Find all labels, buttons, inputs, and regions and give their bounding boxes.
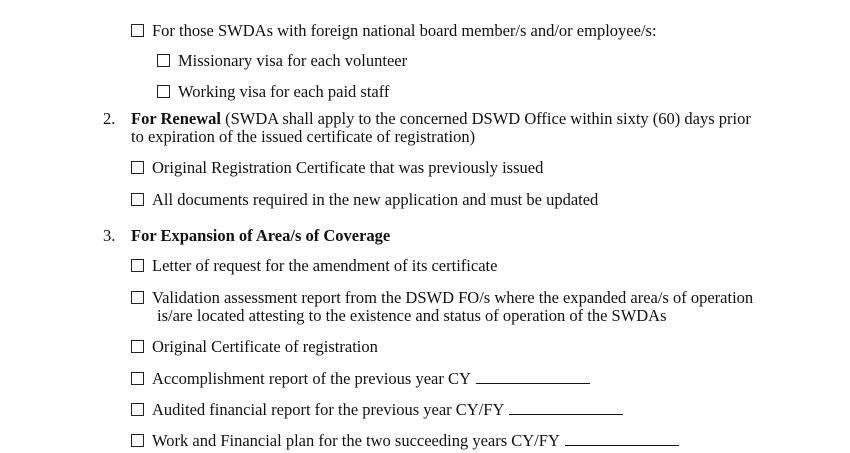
item-label: Missionary visa for each volunteer [178,51,408,70]
section-title-expansion: For Expansion of Area/s of Coverage [131,226,391,245]
item-label: Working visa for each paid staff [178,82,390,101]
section-heading-renewal [131,109,751,129]
checklist-item-work-financial-plan [131,430,679,451]
item-label: Accomplishment report of the previous year CY [152,369,471,388]
checkbox-original-cert[interactable] [131,161,144,174]
item-label: All documents required in the new application and must be updated [152,190,599,209]
checkbox-validation-report[interactable] [131,291,144,304]
checkbox-letter-request[interactable] [131,259,144,272]
item-label: For those SWDAs with foreign national board member/s and/or employee/s: [152,21,657,40]
section-number-expansion: 3. [103,226,116,245]
fill-in-blank-cy[interactable] [476,368,590,384]
checklist-item-letter-request [131,256,497,276]
checklist-item-working-visa [157,82,389,102]
fill-in-blank-cy-fy[interactable] [509,399,623,415]
item-label: Letter of request for the amendment of its certificate [152,256,498,275]
fill-in-blank-cy-fy-plan[interactable] [565,430,679,446]
checklist-item-all-documents [131,190,598,210]
checklist-item-validation-report [131,288,753,308]
checklist-item-original-cert-registration [131,337,378,357]
item-label: Work and Financial plan for the two succeeding years CY/FY [152,431,560,450]
section-description: (SWDA shall apply to the concerned DSWD Office within sixty (60) days prior [225,109,751,128]
item-label: Audited financial report for the previous year CY/FY [152,400,505,419]
item-label-cont: is/are located attesting to the existence and status of operation of the SWDAs [157,306,667,325]
checklist-item-original-cert [131,158,543,178]
section-title: For Renewal [131,109,221,128]
section-description-cont: to expiration of the issued certificate of registration) [131,127,476,146]
checkbox-working-visa[interactable] [157,85,170,98]
checkbox-all-documents[interactable] [131,193,144,206]
checklist-item-audited-report [131,399,623,420]
item-label: Original Certificate of registration [152,337,378,356]
checkbox-original-cert-registration[interactable] [131,340,144,353]
checklist-item-foreign-members [131,21,657,41]
checkbox-accomplishment-report[interactable] [131,372,144,385]
item-label: Original Registration Certificate that was previously issued [152,158,544,177]
item-label: Validation assessment report from the DSWD FO/s where the expanded area/s of operation [152,288,754,307]
checklist-item-missionary-visa [157,51,407,71]
section-number-renewal: 2. [103,109,116,128]
checkbox-missionary-visa[interactable] [157,54,170,67]
checkbox-foreign-members[interactable] [131,24,144,37]
checklist-item-accomplishment-report [131,368,590,389]
checkbox-audited-report[interactable] [131,403,144,416]
checkbox-work-financial-plan[interactable] [131,434,144,447]
